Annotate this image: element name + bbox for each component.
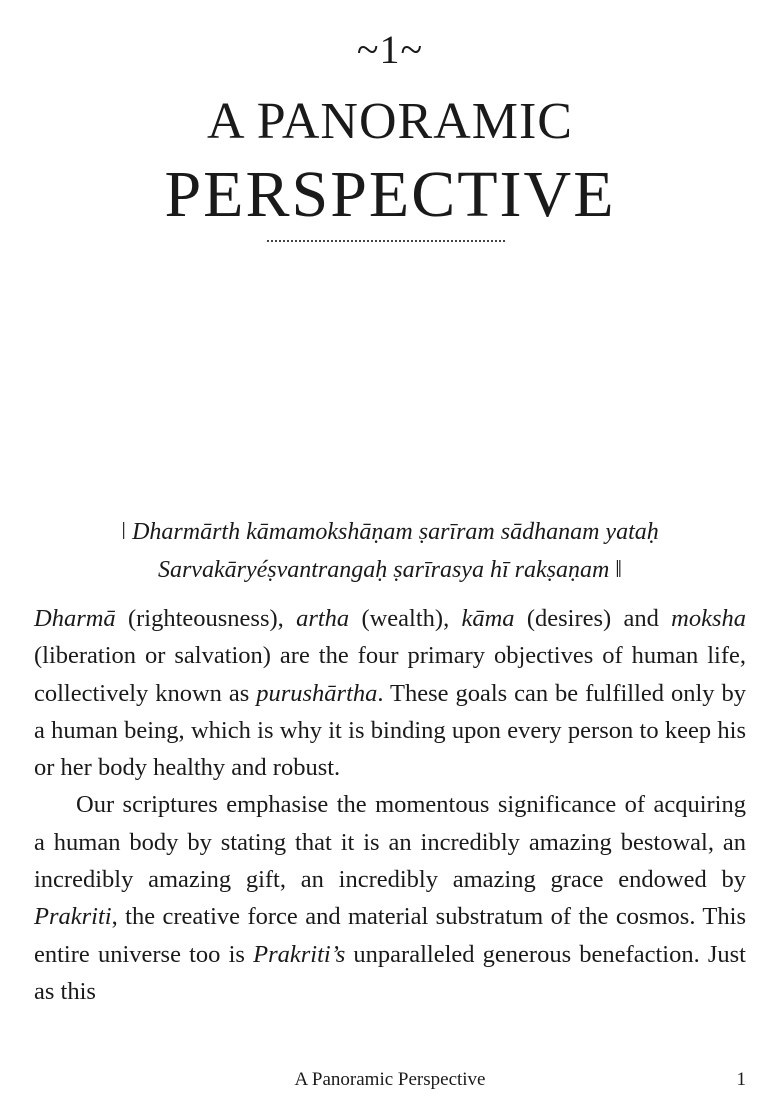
body-text bbox=[34, 600, 746, 1010]
term-prakriti: Prakriti bbox=[34, 903, 112, 931]
term-prakritis: Prakriti’s bbox=[253, 940, 346, 968]
paragraph-2 bbox=[34, 786, 746, 1010]
text-run: Our scriptures emphasise the momentous significance of acquiring a human body by stating that it is an incredibly amazing bestowal, an incredibly amazing gift, an incredibly amazing grace endowed by bbox=[34, 791, 746, 894]
page-number: 1 bbox=[736, 1069, 746, 1090]
term-artha: artha bbox=[296, 605, 350, 632]
term-kama: kāma bbox=[461, 605, 515, 632]
text-run: (liberation or salvation) are the four primary objectives of human life, collectively known as bbox=[34, 642, 746, 707]
text-run: , the creative force and material substratum of the cosmos. This entire universe too is bbox=[34, 903, 746, 968]
chapter-number: ~1~ bbox=[356, 27, 424, 72]
text-run: (wealth), bbox=[349, 605, 462, 632]
term-dharma: Dharmā bbox=[34, 605, 116, 632]
text-run: unparalleled generous benefaction. Just as this bbox=[34, 940, 746, 1005]
sanskrit-verse-line1: ǀ Dharmārth kāmamokshāṇam ṣarīram sādhanam yataḥ bbox=[121, 519, 659, 545]
chapter-title-line2: PERSPECTIVE bbox=[164, 158, 616, 231]
term-moksha: moksha bbox=[671, 605, 746, 632]
running-footer-title: A Panoramic Perspective bbox=[294, 1069, 486, 1090]
sanskrit-verse-line2: Sarvakāryéṣvantrangaḥ ṣarīrasya hī rakṣaṇam ǁ bbox=[157, 557, 623, 583]
term-purushartha: purushārtha bbox=[256, 679, 378, 707]
dotted-divider bbox=[267, 240, 505, 242]
text-run: . These goals can be fulfilled only by a human being, which is why it is binding upon every person to keep his or her body healthy and robust. bbox=[34, 679, 746, 782]
text-run: (desires) and bbox=[514, 605, 672, 632]
text-run: (righteousness), bbox=[115, 605, 297, 632]
paragraph-1 bbox=[34, 600, 746, 786]
chapter-title-line1: A PANORAMIC bbox=[207, 93, 573, 150]
